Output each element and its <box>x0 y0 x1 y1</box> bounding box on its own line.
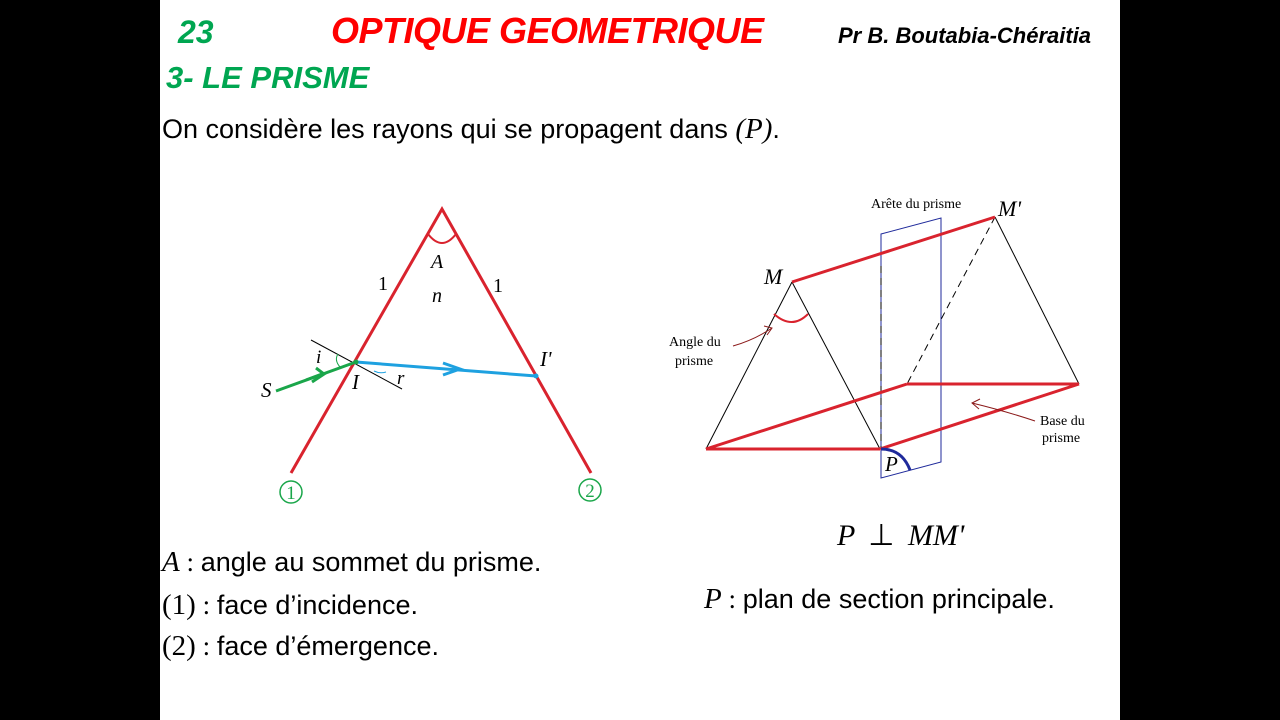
definition-face2-text: face d’émergence. <box>216 631 439 661</box>
section-title: 3- LE PRISME <box>166 60 370 95</box>
angle-callout-arrow <box>733 328 772 346</box>
definition-apex <box>162 546 541 579</box>
perpendicular-relation <box>837 518 964 553</box>
relation-left: P <box>837 519 855 552</box>
intro-end: . <box>772 114 780 144</box>
refraction-angle-label: r <box>397 368 405 389</box>
outside-index-right: 1 <box>493 275 503 297</box>
definition-face2-colon: : <box>195 631 217 661</box>
prism-ridge <box>792 217 995 282</box>
point-m-label: M <box>764 264 783 289</box>
intro-text: On considère les rayons qui se propagent dans <box>162 114 736 144</box>
plane-label: P <box>885 452 898 476</box>
exit-point-label: I' <box>540 347 552 371</box>
author: Pr B. Boutabia-Chéraitia <box>838 23 1092 48</box>
incidence-angle-label: i <box>316 347 322 368</box>
front-right-edge <box>792 282 880 449</box>
definition-plane-text: plan de section principale. <box>742 584 1055 614</box>
base-caption-line1: Base du <box>1040 414 1085 429</box>
source-label: S <box>261 378 272 402</box>
definition-face1-symbol: (1) <box>162 589 196 621</box>
definition-apex-symbol: A <box>162 546 180 578</box>
angle-caption-line1: Angle du <box>669 335 721 350</box>
entry-point-label: I <box>352 370 359 394</box>
face2-marker: 2 <box>585 481 595 502</box>
definition-apex-colon: : <box>179 547 201 577</box>
definition-face2-symbol: (2) <box>162 630 196 662</box>
prism-angle-arc <box>774 314 808 322</box>
base-caption-line2: prisme <box>1042 431 1081 446</box>
edge-caption: Arête du prisme <box>871 197 962 212</box>
slide <box>160 0 1120 720</box>
intro-math: (P) <box>735 113 773 145</box>
apex-label: A <box>431 251 444 273</box>
definition-apex-text: angle au sommet du prisme. <box>200 547 542 577</box>
base-diagonal <box>706 384 907 449</box>
angle-caption-line2: prisme <box>675 354 714 369</box>
relation-right: MM' <box>907 519 965 552</box>
definition-plane <box>704 583 1055 616</box>
definition-plane-colon: : <box>721 584 743 614</box>
definition-face1-text: face d’incidence. <box>216 590 418 620</box>
perpendicular-symbol: ⊥ <box>868 519 895 552</box>
definition-face2 <box>162 630 439 663</box>
point-m-prime-label: M' <box>998 196 1022 221</box>
definition-face1 <box>162 589 418 622</box>
page-title: OPTIQUE GEOMETRIQUE <box>331 10 764 51</box>
face1-marker: 1 <box>286 483 296 504</box>
back-right-edge <box>995 217 1079 384</box>
outside-index-left: 1 <box>378 273 388 295</box>
definition-face1-colon: : <box>195 590 217 620</box>
index-label: n <box>432 285 442 307</box>
base-callout-arrow <box>972 403 1035 421</box>
definition-plane-symbol: P <box>704 583 722 615</box>
page-number: 23 <box>178 14 214 50</box>
